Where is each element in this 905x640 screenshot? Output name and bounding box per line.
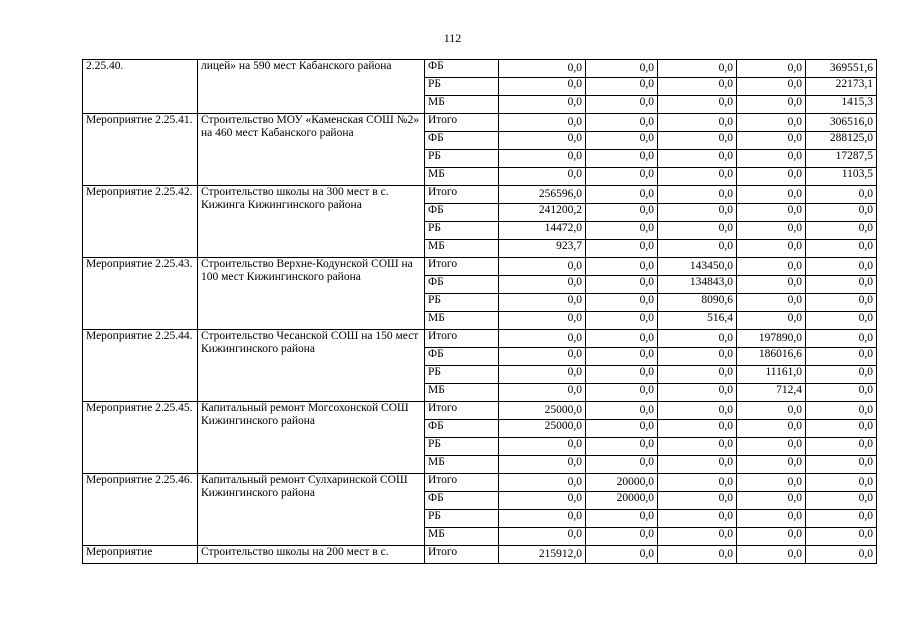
amount-cell: 0,0 (499, 510, 586, 528)
amount-cell: 0,0 (499, 366, 586, 384)
amount-cell: 0,0 (499, 456, 586, 474)
amount-cell: 0,0 (658, 474, 737, 492)
amount-cell: 0,0 (499, 438, 586, 456)
amount-cell: 0,0 (586, 204, 658, 222)
amount-cell: 186016,6 (737, 348, 806, 366)
amount-cell: 0,0 (586, 132, 658, 150)
amount-cell: 0,0 (737, 204, 806, 222)
amount-cell: 369551,6 (806, 60, 877, 78)
amount-cell: 0,0 (806, 402, 877, 420)
amount-cell: 0,0 (658, 366, 737, 384)
amount-cell: 20000,0 (586, 492, 658, 510)
amount-cell: 0,0 (806, 312, 877, 330)
amount-cell: 0,0 (586, 258, 658, 276)
amount-cell: 0,0 (737, 186, 806, 204)
amount-cell: 0,0 (737, 132, 806, 150)
amount-cell: 0,0 (737, 276, 806, 294)
funding-source: Итого (425, 186, 499, 204)
amount-cell: 0,0 (658, 114, 737, 132)
measure-description: Капитальный ремонт Могсохонской СОШ Кижингинского района (198, 402, 425, 474)
measure-description: Строительство школы на 300 мест в с. Кижинга Кижингинского района (198, 186, 425, 258)
amount-cell: 0,0 (658, 60, 737, 78)
amount-cell: 0,0 (499, 528, 586, 546)
amount-cell: 215912,0 (499, 546, 586, 564)
funding-source: ФБ (425, 60, 499, 78)
amount-cell: 0,0 (806, 240, 877, 258)
amount-cell: 134843,0 (658, 276, 737, 294)
measure-code: Мероприятие 2.25.41. (83, 114, 198, 186)
amount-cell: 0,0 (586, 78, 658, 96)
amount-cell: 0,0 (586, 456, 658, 474)
amount-cell: 0,0 (806, 492, 877, 510)
measure-code: 2.25.40. (83, 60, 198, 114)
amount-cell: 0,0 (737, 150, 806, 168)
amount-cell: 0,0 (737, 258, 806, 276)
amount-cell: 0,0 (658, 348, 737, 366)
amount-cell: 0,0 (586, 168, 658, 186)
amount-cell: 0,0 (499, 294, 586, 312)
amount-cell: 0,0 (658, 384, 737, 402)
amount-cell: 0,0 (806, 348, 877, 366)
funding-source: Итого (425, 546, 499, 564)
amount-cell: 0,0 (586, 60, 658, 78)
page-number: 112 (443, 31, 462, 45)
amount-cell: 0,0 (658, 510, 737, 528)
funding-source: РБ (425, 294, 499, 312)
amount-cell: 0,0 (806, 366, 877, 384)
table-row (83, 546, 877, 564)
amount-cell: 0,0 (806, 384, 877, 402)
amount-cell: 0,0 (806, 186, 877, 204)
funding-source: МБ (425, 240, 499, 258)
amount-cell: 0,0 (658, 546, 737, 564)
amount-cell: 0,0 (586, 186, 658, 204)
amount-cell: 0,0 (586, 222, 658, 240)
amount-cell: 0,0 (806, 474, 877, 492)
amount-cell: 0,0 (737, 528, 806, 546)
funding-source: ФБ (425, 132, 499, 150)
amount-cell: 0,0 (586, 438, 658, 456)
amount-cell: 0,0 (658, 96, 737, 114)
table-row (83, 330, 877, 348)
amount-cell: 0,0 (586, 312, 658, 330)
amount-cell: 8090,6 (658, 294, 737, 312)
amount-cell: 0,0 (658, 492, 737, 510)
amount-cell: 0,0 (658, 222, 737, 240)
table-row (83, 186, 877, 204)
amount-cell: 0,0 (658, 78, 737, 96)
measure-code: Мероприятие 2.25.46. (83, 474, 198, 546)
amount-cell: 0,0 (658, 168, 737, 186)
funding-source: РБ (425, 150, 499, 168)
amount-cell: 0,0 (737, 168, 806, 186)
amount-cell: 306516,0 (806, 114, 877, 132)
amount-cell: 0,0 (806, 528, 877, 546)
amount-cell: 0,0 (737, 420, 806, 438)
table-row (83, 258, 877, 276)
funding-source: МБ (425, 528, 499, 546)
funding-source: Итого (425, 474, 499, 492)
amount-cell: 0,0 (806, 420, 877, 438)
amount-cell: 0,0 (586, 546, 658, 564)
amount-cell: 0,0 (737, 402, 806, 420)
measure-code: Мероприятие 2.25.43. (83, 258, 198, 330)
amount-cell: 0,0 (586, 294, 658, 312)
amount-cell: 1415,3 (806, 96, 877, 114)
funding-source: РБ (425, 438, 499, 456)
amount-cell: 0,0 (499, 258, 586, 276)
funding-source: МБ (425, 456, 499, 474)
amount-cell: 0,0 (499, 330, 586, 348)
amount-cell: 22173,1 (806, 78, 877, 96)
funding-source: РБ (425, 78, 499, 96)
amount-cell: 0,0 (737, 438, 806, 456)
funding-source: МБ (425, 312, 499, 330)
measure-description: Строительство Чесанской СОШ на 150 мест Кижингинского района (198, 330, 425, 402)
amount-cell: 516,4 (658, 312, 737, 330)
funding-source: РБ (425, 222, 499, 240)
amount-cell: 0,0 (658, 150, 737, 168)
amount-cell: 0,0 (806, 204, 877, 222)
amount-cell: 0,0 (737, 240, 806, 258)
amount-cell: 0,0 (586, 420, 658, 438)
table-row (83, 60, 877, 78)
funding-source: ФБ (425, 420, 499, 438)
amount-cell: 0,0 (737, 510, 806, 528)
funding-source: МБ (425, 168, 499, 186)
amount-cell: 0,0 (499, 78, 586, 96)
amount-cell: 0,0 (586, 384, 658, 402)
amount-cell: 0,0 (737, 456, 806, 474)
amount-cell: 0,0 (499, 96, 586, 114)
amount-cell: 0,0 (499, 348, 586, 366)
amount-cell: 0,0 (658, 438, 737, 456)
amount-cell: 0,0 (586, 114, 658, 132)
amount-cell: 0,0 (737, 114, 806, 132)
amount-cell: 0,0 (737, 78, 806, 96)
measure-description: Строительство МОУ «Каменская СОШ №2» на 460 мест Кабанского района (198, 114, 425, 186)
amount-cell: 14472,0 (499, 222, 586, 240)
amount-cell: 0,0 (499, 168, 586, 186)
amount-cell: 0,0 (586, 96, 658, 114)
amount-cell: 0,0 (806, 330, 877, 348)
amount-cell: 0,0 (499, 114, 586, 132)
amount-cell: 712,4 (737, 384, 806, 402)
funding-source: РБ (425, 510, 499, 528)
amount-cell: 0,0 (658, 456, 737, 474)
amount-cell: 0,0 (586, 348, 658, 366)
amount-cell: 0,0 (806, 546, 877, 564)
measure-description: Строительство школы на 200 мест в с. (198, 546, 425, 564)
amount-cell: 0,0 (499, 474, 586, 492)
measure-code: Мероприятие (83, 546, 198, 564)
amount-cell: 0,0 (658, 330, 737, 348)
amount-cell: 0,0 (586, 402, 658, 420)
funding-source: Итого (425, 114, 499, 132)
amount-cell: 0,0 (499, 150, 586, 168)
amount-cell: 0,0 (737, 60, 806, 78)
amount-cell: 0,0 (658, 186, 737, 204)
amount-cell: 0,0 (658, 528, 737, 546)
measure-description: Строительство Верхне-Кодунской СОШ на 100 мест Кижингинского района (198, 258, 425, 330)
amount-cell: 0,0 (499, 276, 586, 294)
amount-cell: 0,0 (586, 276, 658, 294)
amount-cell: 143450,0 (658, 258, 737, 276)
amount-cell: 0,0 (806, 438, 877, 456)
amount-cell: 923,7 (499, 240, 586, 258)
amount-cell: 0,0 (658, 402, 737, 420)
amount-cell: 0,0 (499, 312, 586, 330)
measure-code: Мероприятие 2.25.45. (83, 402, 198, 474)
amount-cell: 0,0 (658, 204, 737, 222)
measure-description: лицей» на 590 мест Кабанского района (198, 60, 425, 114)
amount-cell: 0,0 (737, 222, 806, 240)
amount-cell: 0,0 (737, 474, 806, 492)
amount-cell: 0,0 (658, 240, 737, 258)
amount-cell: 0,0 (737, 294, 806, 312)
amount-cell: 0,0 (499, 384, 586, 402)
funding-source: ФБ (425, 204, 499, 222)
amount-cell: 0,0 (499, 60, 586, 78)
amount-cell: 0,0 (586, 510, 658, 528)
funding-source: Итого (425, 402, 499, 420)
funding-source: ФБ (425, 348, 499, 366)
amount-cell: 241200,2 (499, 204, 586, 222)
amount-cell: 0,0 (586, 330, 658, 348)
funding-source: Итого (425, 258, 499, 276)
table-row (83, 402, 877, 420)
table-row (83, 114, 877, 132)
table-row (83, 474, 877, 492)
amount-cell: 20000,0 (586, 474, 658, 492)
amount-cell: 256596,0 (499, 186, 586, 204)
amount-cell: 0,0 (586, 528, 658, 546)
amount-cell: 1103,5 (806, 168, 877, 186)
amount-cell: 197890,0 (737, 330, 806, 348)
amount-cell: 11161,0 (737, 366, 806, 384)
funding-source: ФБ (425, 492, 499, 510)
amount-cell: 0,0 (586, 150, 658, 168)
amount-cell: 0,0 (658, 132, 737, 150)
budget-table (82, 59, 877, 564)
amount-cell: 0,0 (806, 276, 877, 294)
amount-cell: 25000,0 (499, 402, 586, 420)
amount-cell: 0,0 (806, 222, 877, 240)
amount-cell: 0,0 (586, 240, 658, 258)
amount-cell: 0,0 (658, 420, 737, 438)
amount-cell: 0,0 (499, 132, 586, 150)
funding-source: Итого (425, 330, 499, 348)
funding-source: РБ (425, 366, 499, 384)
funding-source: МБ (425, 384, 499, 402)
amount-cell: 25000,0 (499, 420, 586, 438)
amount-cell: 288125,0 (806, 132, 877, 150)
funding-source: МБ (425, 96, 499, 114)
amount-cell: 17287,5 (806, 150, 877, 168)
amount-cell: 0,0 (806, 456, 877, 474)
amount-cell: 0,0 (737, 492, 806, 510)
measure-code: Мероприятие 2.25.42. (83, 186, 198, 258)
amount-cell: 0,0 (499, 492, 586, 510)
amount-cell: 0,0 (737, 546, 806, 564)
amount-cell: 0,0 (586, 366, 658, 384)
amount-cell: 0,0 (737, 312, 806, 330)
amount-cell: 0,0 (806, 294, 877, 312)
amount-cell: 0,0 (806, 258, 877, 276)
measure-code: Мероприятие 2.25.44. (83, 330, 198, 402)
measure-description: Капитальный ремонт Сулхаринской СОШ Кижингинского района (198, 474, 425, 546)
amount-cell: 0,0 (737, 96, 806, 114)
funding-source: ФБ (425, 276, 499, 294)
amount-cell: 0,0 (806, 510, 877, 528)
